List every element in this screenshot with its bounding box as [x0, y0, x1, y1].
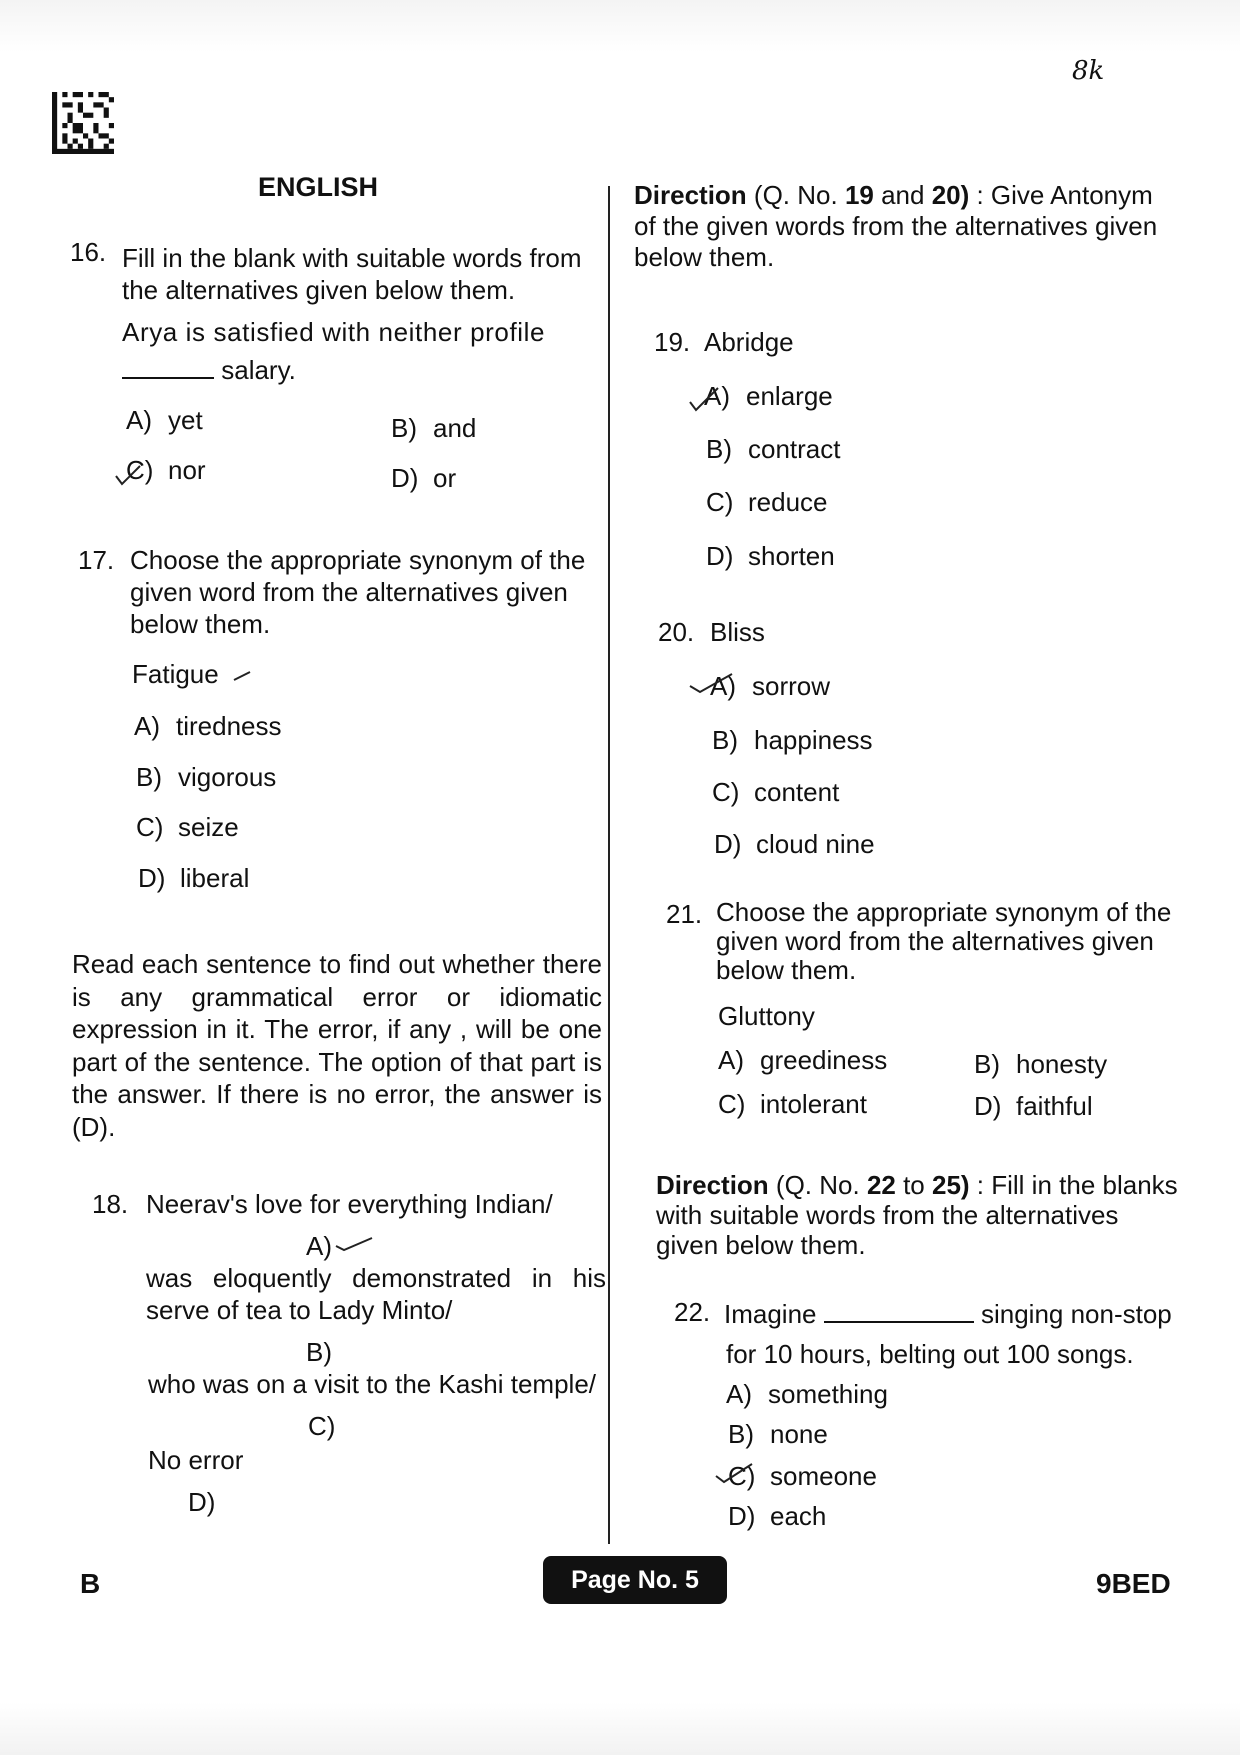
q22-sentence-start: Imagine	[724, 1299, 817, 1329]
q17-word: Fatigue	[132, 659, 219, 689]
option-text: enlarge	[746, 381, 833, 411]
q21-prompt: Choose the appropriate synonym of the given word from the alternatives given below them.	[716, 897, 1172, 985]
option-text: tiredness	[176, 711, 282, 741]
direction-q-and: to	[895, 1170, 932, 1200]
option-text: none	[770, 1419, 828, 1449]
option-text: intolerant	[760, 1089, 867, 1119]
q22-option-b[interactable]	[728, 1418, 828, 1450]
q19-number: 19.	[654, 327, 691, 357]
direction-q-prefix: (Q. No.	[753, 180, 845, 210]
option-text: yet	[168, 405, 203, 435]
option-label: A)	[126, 405, 152, 435]
column-divider	[608, 186, 610, 1544]
direction-q-second: 25)	[932, 1170, 970, 1200]
option-text: seize	[178, 812, 239, 842]
q22-option-a[interactable]	[726, 1378, 888, 1410]
q18-part-a-label[interactable]: A)	[306, 1231, 332, 1261]
q22-option-d[interactable]	[728, 1500, 826, 1532]
option-text: liberal	[180, 863, 250, 893]
error-instructions: Read each sentence to find out whether there is any grammatical error or idiomatic expression in it. The error, if any , will be one part of the sentence. The option of that part is the answer. If there is no error, the answer is (D).	[72, 949, 602, 1142]
option-label: D)	[391, 463, 419, 493]
q16-option-a[interactable]	[126, 404, 203, 436]
q17-option-c[interactable]	[136, 811, 239, 843]
q16-sentence	[122, 316, 592, 348]
q22-number: 22.	[674, 1297, 711, 1327]
direction-19-20	[634, 180, 1174, 273]
option-text: and	[433, 413, 477, 443]
q17-prompt: Choose the appropriate synonym of the given word from the alternatives given below them.	[130, 545, 586, 639]
q17-number: 17.	[78, 545, 115, 575]
q16-option-b[interactable]	[391, 412, 476, 444]
paper-code: 9BED	[1096, 1568, 1171, 1599]
q21-option-c[interactable]	[718, 1088, 867, 1120]
option-label: A)	[704, 381, 730, 411]
q18-part-c-label[interactable]: C)	[308, 1411, 336, 1441]
q21-option-d[interactable]	[974, 1090, 1093, 1122]
option-text: or	[433, 463, 457, 493]
option-text: reduce	[748, 487, 828, 517]
option-label: D)	[728, 1501, 756, 1531]
option-label: B)	[391, 413, 417, 443]
q16-sentence-line2	[122, 354, 296, 386]
option-label: C)	[728, 1461, 756, 1491]
q21-option-b[interactable]	[974, 1048, 1107, 1080]
option-label: B)	[712, 725, 738, 755]
q22-sentence-line1	[724, 1298, 1172, 1330]
q16-prompt: Fill in the blank with suitable words from the alternatives given below them.	[122, 243, 582, 305]
check-mark-icon	[232, 668, 252, 684]
option-text: greediness	[760, 1045, 888, 1075]
option-text: faithful	[1016, 1091, 1093, 1121]
option-label: D)	[974, 1091, 1002, 1121]
q20-option-d[interactable]	[714, 828, 875, 860]
option-text: honesty	[1016, 1049, 1108, 1079]
option-label: C)	[136, 812, 164, 842]
q21-number: 21.	[666, 899, 703, 929]
check-mark-icon	[114, 462, 144, 488]
q22-sentence-line2: for 10 hours, belting out 100 songs.	[726, 1339, 1134, 1369]
check-mark-icon	[714, 1460, 758, 1490]
q19-option-c[interactable]	[706, 486, 828, 518]
q20-number: 20.	[658, 617, 695, 647]
direction-rest: : Fill in the blanks with suitable words from the alternatives given below them.	[656, 1170, 1178, 1260]
option-text: someone	[770, 1461, 877, 1491]
q18-part-a-text: Neerav's love for everything Indian/	[146, 1189, 553, 1219]
option-label: C)	[718, 1089, 746, 1119]
option-label: B)	[136, 762, 162, 792]
option-text: nor	[168, 455, 206, 485]
page-number-badge: Page No. 5	[543, 1556, 727, 1604]
option-label: A)	[710, 671, 736, 701]
option-text: contract	[748, 434, 841, 464]
q17-option-d[interactable]	[138, 862, 249, 894]
option-label: D)	[138, 863, 166, 893]
direction-q-and: and	[873, 180, 932, 210]
q20-option-b[interactable]	[712, 724, 873, 756]
q22-sentence-mid: singing non-stop	[980, 1299, 1172, 1329]
section-heading: ENGLISH	[258, 172, 379, 202]
option-label: D)	[706, 541, 734, 571]
direction-q-first: 19	[844, 180, 874, 210]
q18-part-b-label[interactable]: B)	[306, 1337, 332, 1367]
q16-sentence-before: Arya is satisfied with neither profile	[122, 317, 546, 347]
barcode-icon	[52, 92, 114, 154]
q18-part-d-text: No error	[148, 1445, 244, 1475]
direction-q-prefix: (Q. No.	[775, 1170, 867, 1200]
direction-word: Direction	[656, 1170, 769, 1200]
option-text: cloud nine	[756, 829, 875, 859]
q18-part-b-text: was eloquently demonstrated in his serve of tea to Lady Minto/	[146, 1263, 606, 1325]
option-text: vigorous	[178, 762, 277, 792]
option-label: C)	[712, 777, 740, 807]
option-label: C)	[126, 455, 154, 485]
option-text: something	[768, 1379, 888, 1409]
q17-option-b[interactable]	[136, 761, 276, 793]
q16-sentence-after: salary.	[221, 355, 296, 385]
q20-option-c[interactable]	[712, 776, 839, 808]
handwritten-mark: 8k	[1072, 56, 1105, 86]
q16-blank	[122, 357, 214, 379]
option-text: each	[770, 1501, 827, 1531]
q19-option-b[interactable]	[706, 433, 841, 465]
direction-22-25	[656, 1170, 1186, 1260]
option-text: happiness	[754, 725, 873, 755]
q18-part-d-label[interactable]: D)	[188, 1487, 216, 1517]
option-label: B)	[706, 434, 732, 464]
check-mark-icon	[688, 384, 728, 414]
option-text: content	[754, 777, 840, 807]
direction-q-second: 20)	[931, 180, 970, 210]
q18-number: 18.	[92, 1189, 129, 1219]
q19-option-d[interactable]	[706, 540, 835, 572]
direction-word: Direction	[634, 180, 747, 210]
option-label: A)	[718, 1045, 744, 1075]
q19-word: Abridge	[704, 327, 794, 357]
q20-word: Bliss	[710, 617, 765, 647]
booklet-series: B	[80, 1568, 101, 1599]
q16-number: 16.	[70, 237, 107, 267]
option-label: C)	[706, 487, 734, 517]
option-label: D)	[714, 829, 742, 859]
direction-rest: : Give Antonym of the given words from the alternatives given below them.	[634, 180, 1158, 272]
q18-part-c-text: who was on a visit to the Kashi temple/	[148, 1369, 597, 1399]
option-text: shorten	[748, 541, 835, 571]
q21-word: Gluttony	[718, 1001, 815, 1031]
option-text: sorrow	[752, 671, 831, 701]
direction-q-first: 22	[866, 1170, 896, 1200]
option-label: B)	[728, 1419, 754, 1449]
option-label: A)	[726, 1379, 752, 1409]
check-mark-icon	[688, 670, 740, 700]
option-label: A)	[134, 711, 160, 741]
check-mark-icon	[334, 1232, 376, 1252]
q21-option-a[interactable]	[718, 1044, 887, 1076]
q22-blank	[824, 1301, 974, 1323]
q17-option-a[interactable]	[134, 710, 282, 742]
option-label: B)	[974, 1049, 1000, 1079]
q16-option-d[interactable]	[391, 462, 456, 494]
